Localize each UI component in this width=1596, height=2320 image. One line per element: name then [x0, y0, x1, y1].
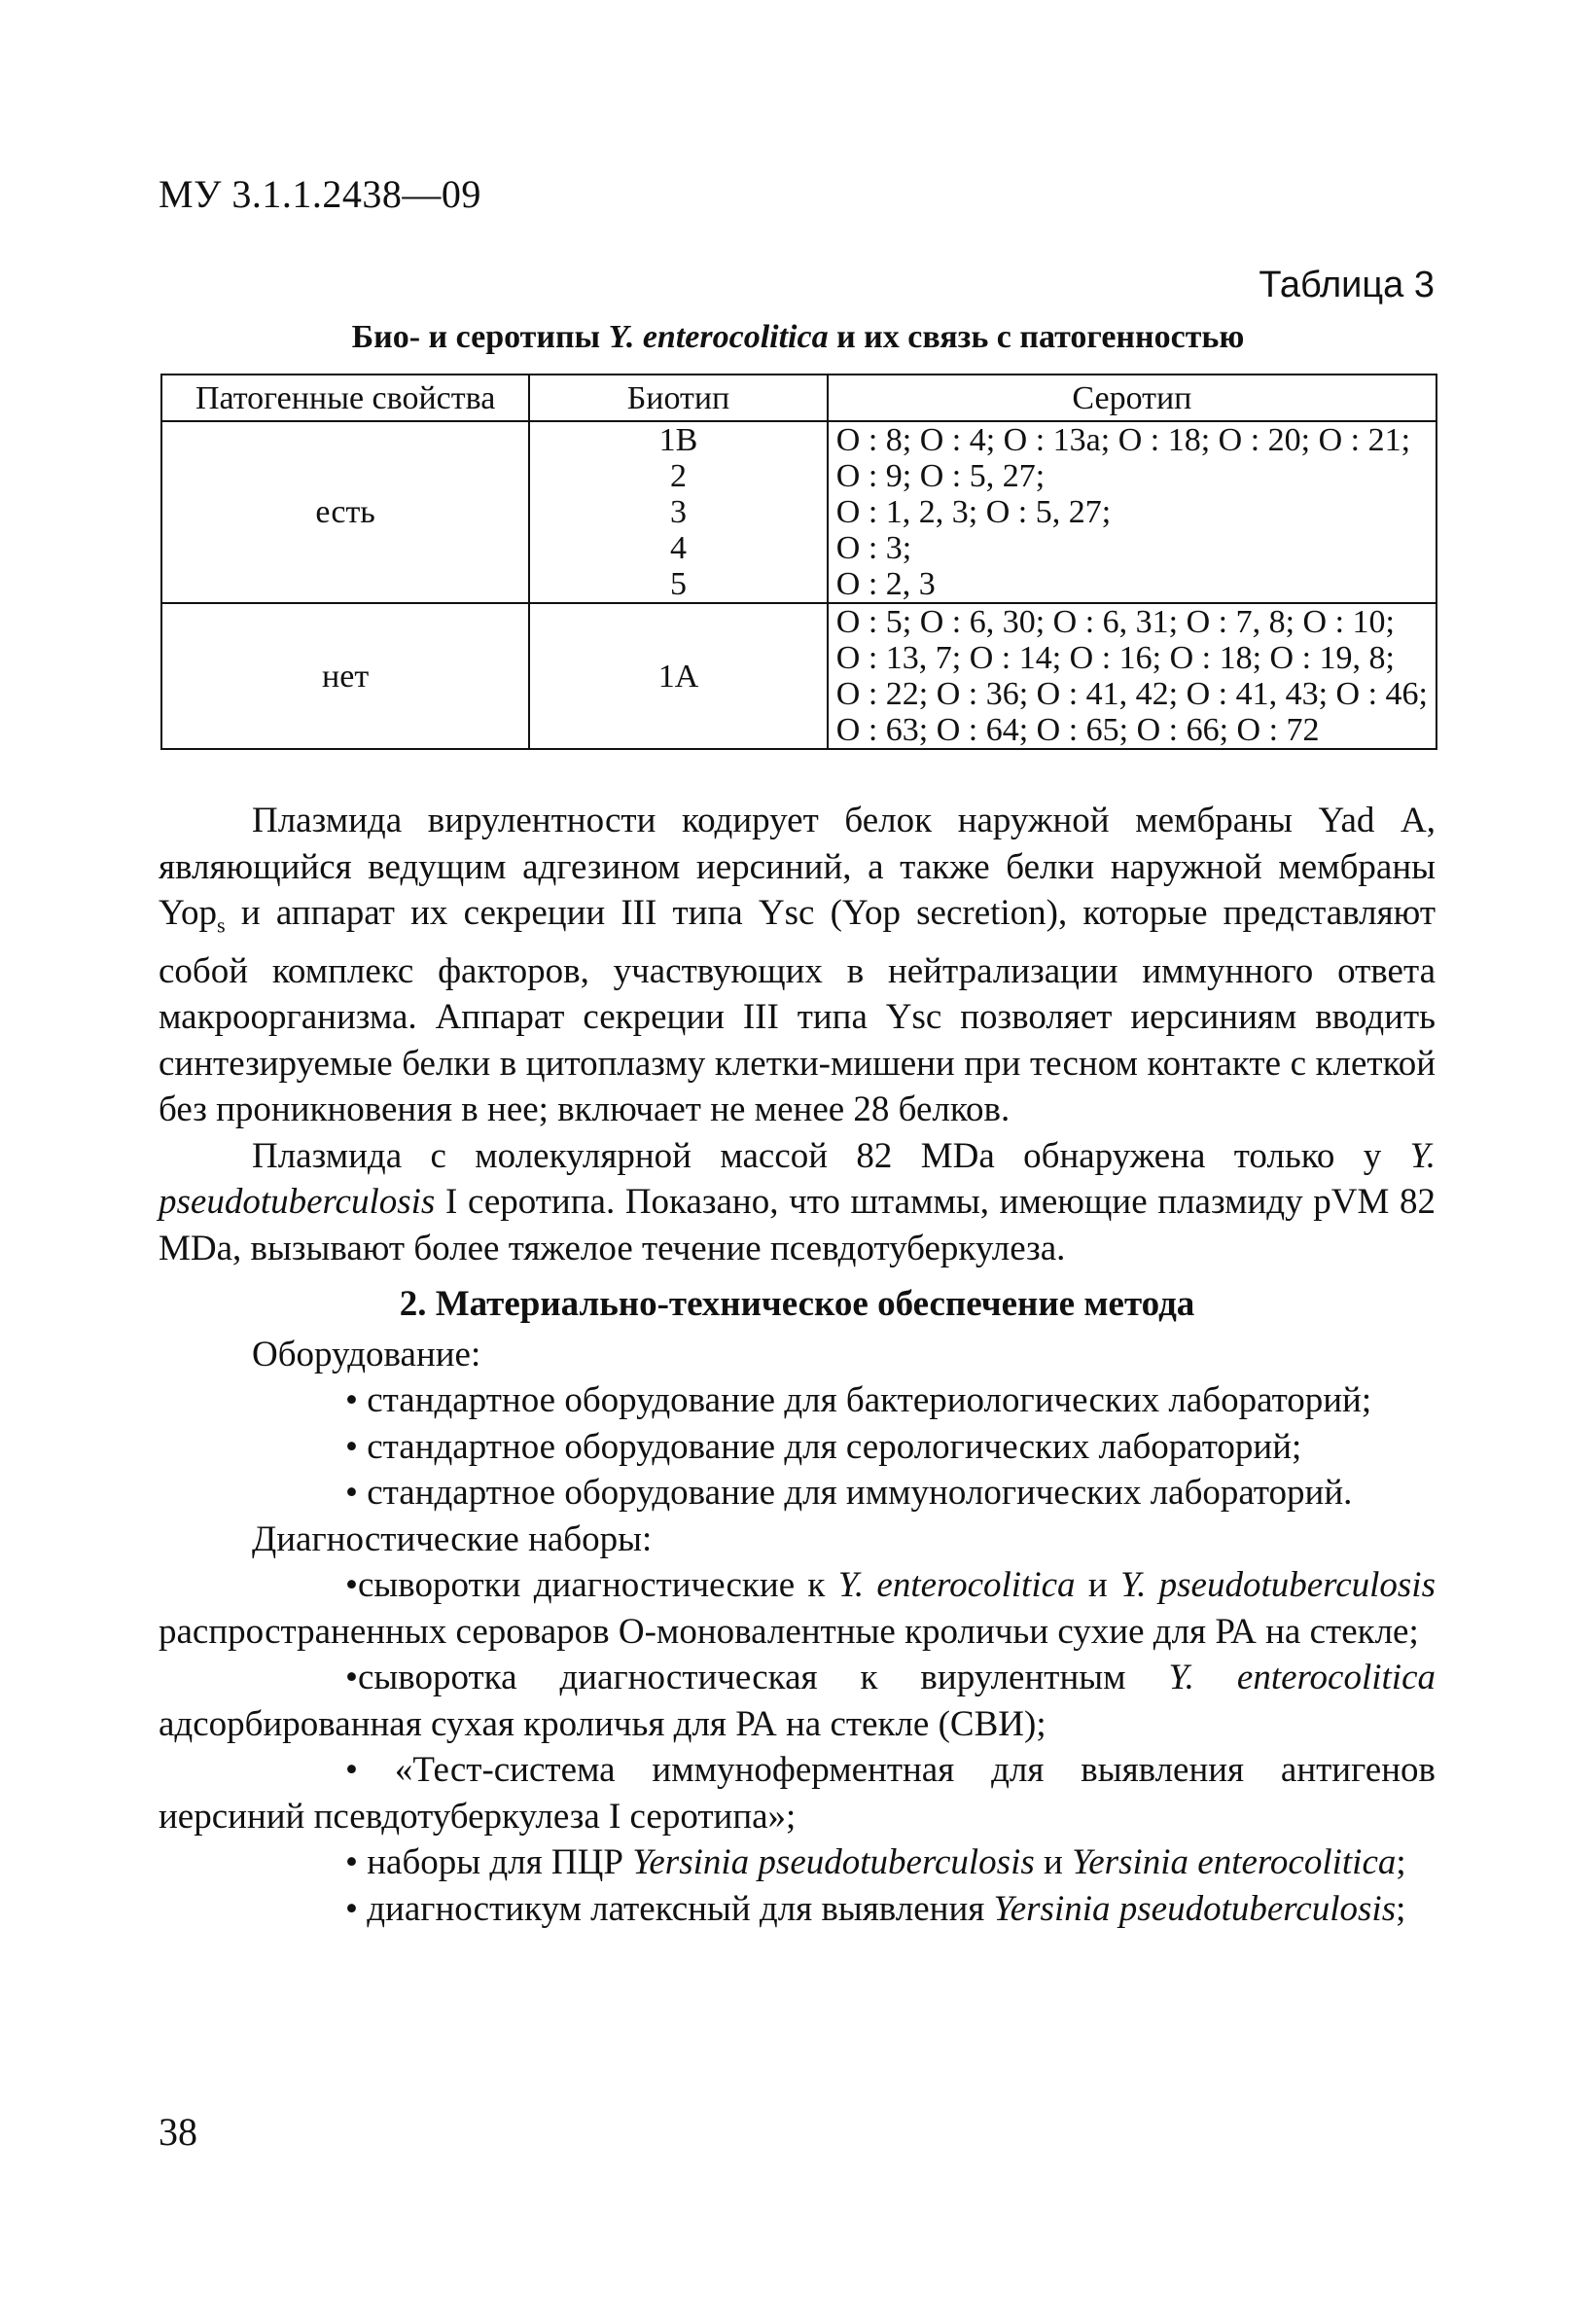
table-number: Таблица 3	[1259, 265, 1435, 305]
column-header-biotype: Биотип	[529, 375, 828, 421]
paragraph-plasmid-82mda: Плазмида с молекулярной массой 82 MDa обнаружена только у Y. pseudotuberculosis I серотипа. Показано, что штаммы, имеющие плазмиду pVM 82 MDa, вызывают более тяжелое течение псевдотуберкулеза.	[159, 1135, 1436, 1268]
paragraph-plasmid-virulence: Плазмида вирулентности кодирует белок наружной мембраны Yad А, являющийся ведущим адгезином иерсиний, а также белки наружной мембраны Yop$_s$ и аппарат их секреции III типа Ysc (Yop secretion), которые представляют собой комплекс факторов, участвующих в нейтрализации иммунного ответа макроорганизма. Аппарат секреции III типа Ysc позволяет иерсиниям вводить синтезируемые белки в цитоплазму клетки-мишени при тесном контакте с клеткой без проникновения в нее; включает не менее 28 белков.	[159, 801, 1436, 1130]
serotype-value: О : 63; О : 64; О : 65; О : 66; О : 72	[835, 712, 1320, 748]
serotype-cell	[828, 421, 1436, 603]
section-heading: 2. Материально-техническое обеспечение метода	[399, 1284, 1195, 1325]
pathogenicity-cell: нет	[161, 603, 529, 749]
serotype-table	[160, 374, 1437, 750]
serotype-value: О : 13, 7; О : 14; О : 16; О : 18; О : 19, 8;	[835, 640, 1395, 676]
list-item: • стандартное оборудование для серологических лабораторий;	[345, 1426, 1302, 1467]
equipment-label: Оборудование:	[252, 1334, 481, 1374]
biotype-cell	[529, 421, 828, 603]
biotype-value: 4	[670, 530, 687, 566]
list-item: •сыворотка диагностическая к вирулентным Y. enterocolitica адсорбированная сухая кроличья для РА на стекле (СВИ);	[159, 1658, 1436, 1744]
column-header-pathogenicity: Патогенные свойства	[161, 375, 529, 421]
list-item: • «Тест-система иммуноферментная для выявления антигенов иерсиний псевдотуберкулеза I серотипа»;	[159, 1750, 1436, 1837]
biotype-value: 2	[670, 458, 687, 494]
list-item: • диагностикум латексный для выявления Yersinia pseudotuberculosis;	[345, 1888, 1406, 1929]
biotype-value: 3	[670, 494, 687, 530]
serotype-value: О : 8; О : 4; О : 13а; О : 18; О : 20; О : 21;	[835, 422, 1411, 458]
table-header-row	[161, 375, 1436, 421]
biotype-cell: 1А	[529, 603, 828, 749]
biotype-value: 1B	[658, 422, 698, 458]
pathogenicity-cell: есть	[161, 421, 529, 603]
column-header-serotype: Серотип	[828, 375, 1436, 421]
document-code: МУ 3.1.1.2438—09	[159, 172, 481, 216]
kits-label: Диагностические наборы:	[252, 1518, 653, 1559]
serotype-cell	[828, 603, 1436, 749]
serotype-value: О : 2, 3	[835, 566, 936, 602]
serotype-value: О : 9; О : 5, 27;	[835, 458, 1046, 494]
table-caption: Био- и серотипы Y. enterocolitica и их связь с патогенностью	[351, 319, 1245, 355]
list-item: •сыворотки диагностические к Y. enterocolitica и Y. pseudotuberculosis распространенных сероваров О-моновалентные кроличьи сухие для РА на стекле;	[159, 1565, 1436, 1652]
table-row	[161, 603, 1436, 749]
biotype-value: 5	[670, 566, 687, 602]
list-item: • стандартное оборудование для иммунологических лабораторий.	[345, 1473, 1353, 1514]
list-item: • стандартное оборудование для бактериологических лабораторий;	[345, 1380, 1372, 1421]
page-number: 38	[159, 2110, 197, 2154]
serotype-value: О : 3;	[835, 530, 912, 566]
body-text	[159, 798, 1436, 1932]
serotype-value: О : 1, 2, 3; О : 5, 27;	[835, 494, 1112, 530]
table-row	[161, 421, 1436, 603]
serotype-value: О : 22; О : 36; О : 41, 42; О : 41, 43; О : 46;	[835, 676, 1428, 712]
list-item: • наборы для ПЦР Yersinia pseudotuberculosis и Yersinia enterocolitica;	[345, 1842, 1406, 1883]
serotype-value: О : 5; О : 6, 30; О : 6, 31; О : 7, 8; О : 10;	[835, 604, 1395, 640]
